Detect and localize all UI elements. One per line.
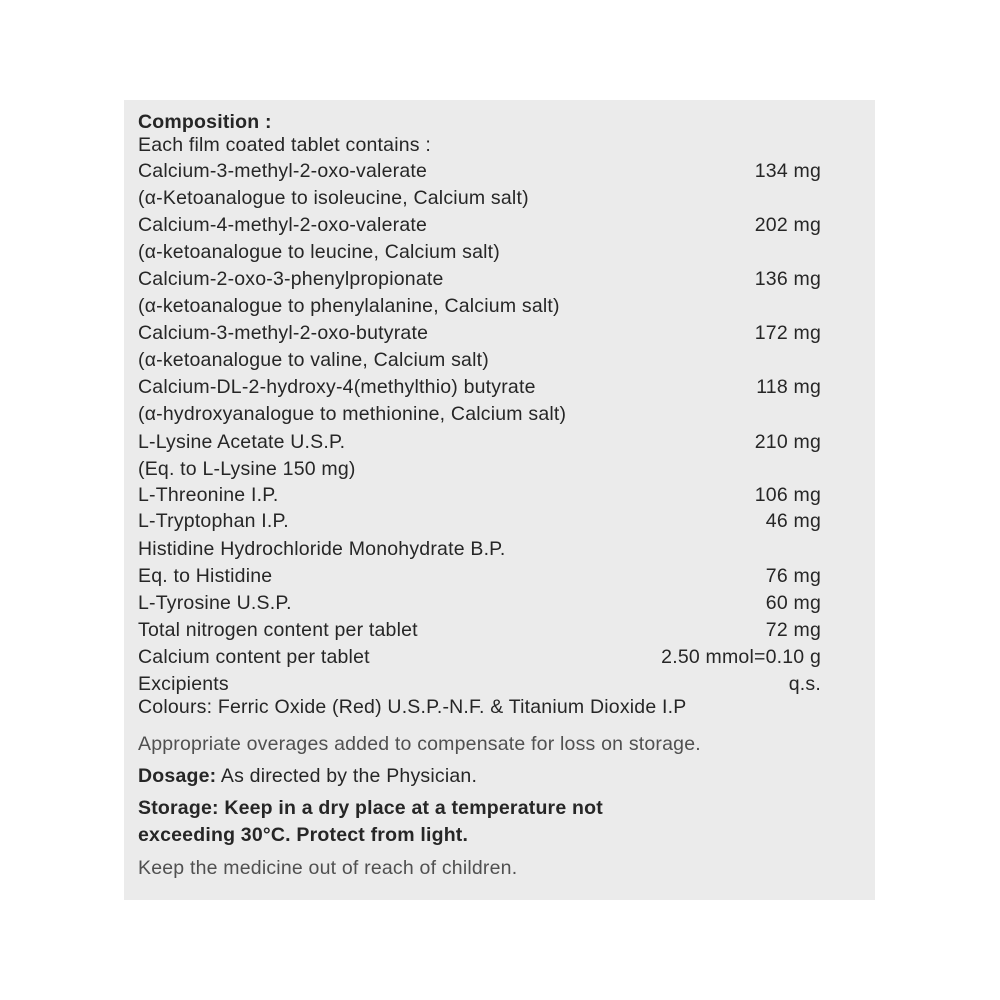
dosage-label: Dosage: — [138, 765, 217, 787]
dosage-text: As directed by the Physician. — [216, 765, 478, 787]
medicine-label-panel: Composition : Each film coated tablet contains : Calcium-3-methyl-2-oxo-valerate 134 mg (α-Ketoanalogue to isoleucine, Calcium salt) Calcium-4-methyl-2-oxo-valerate 202 mg (α-ketoanalogue to leucine, Calcium salt) Calcium-2-oxo-3-phenylpropionate 136 mg (α-ketoanalogue to phenylalanine, Calcium salt) Calcium-3-methyl-2-oxo-butyrate 172 mg (α-ketoanalogue to valine, Calcium salt) Calcium-DL-2-hydroxy-4(methylthio) butyrate 118 mg (α-hydroxyanalogue to methionine, Calcium salt) L-Lysine Acetate U.S.P. 210 mg (Eq. to L-Lysine 150 mg) L-Threonine I.P. 106 mg L-Tryptophan I.P. 46 mg Histidine Hydrochloride Monohydrate B.P. Eq. to Histidine 76 mg L-Tyrosine U.S.P. 60 mg Total nitrogen content per tablet 72 mg Calcium content per tablet 2.50 mmol=0.10 g Excipients q.s. Colours: Ferric Oxide (Red) U.S.P.-N.F. & Titanium Dioxide I.P Appropriate overages added to compensate for loss on storage. Dosage: As directed by the Physician. Storage: Keep in a dry place at a temperature not exceeding 30°C. Protect from light. Keep the medicine out of reach of children. — [124, 100, 875, 900]
